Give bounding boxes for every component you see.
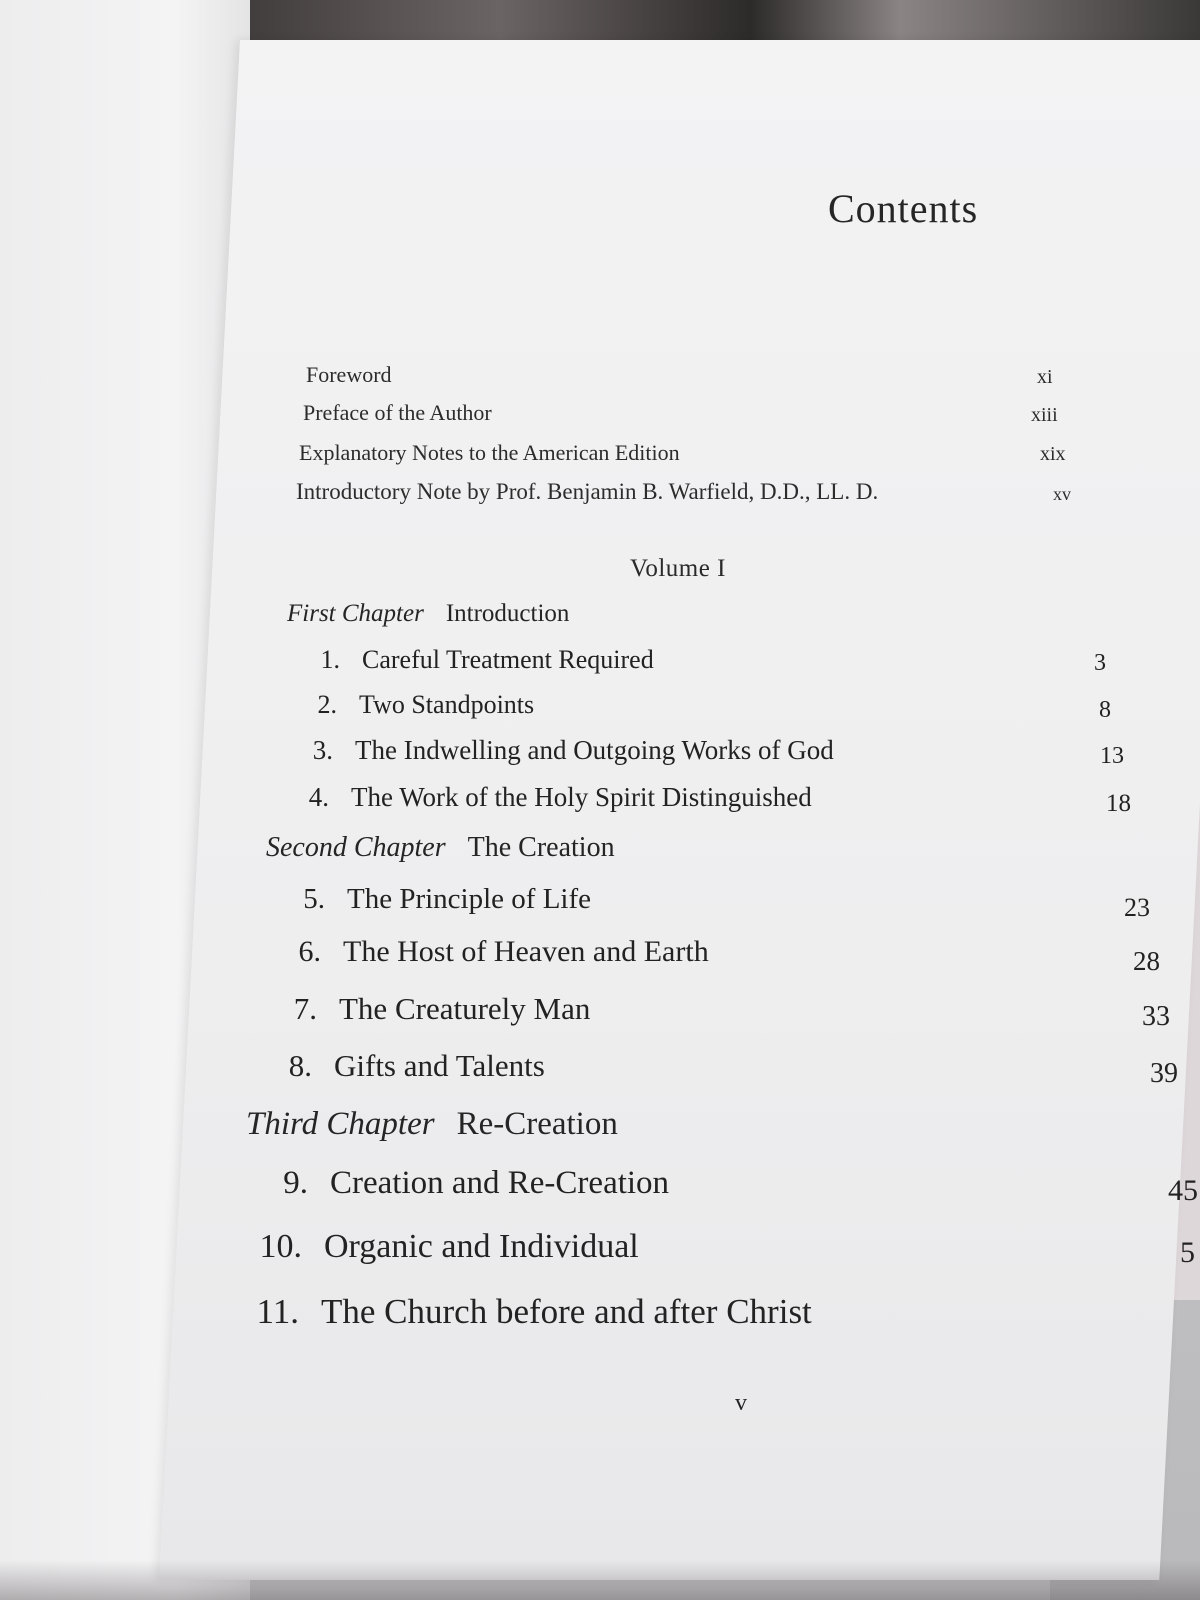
page-number: v <box>735 1390 747 1416</box>
entry-page: 39 <box>1150 1058 1178 1089</box>
chapter-title: Re-Creation <box>456 1106 618 1142</box>
toc-entry <box>307 690 534 720</box>
entry-title: The Host of Heaven and Earth <box>343 935 709 968</box>
chapter-heading <box>266 832 615 864</box>
entry-title: The Work of the Holy Spirit Distinguished <box>351 782 812 812</box>
front-matter-label: Preface of the Author <box>303 400 492 425</box>
entry-page: 3 <box>1094 650 1106 676</box>
front-matter-page: xv <box>1053 484 1071 504</box>
volume-heading: Volume I <box>630 555 726 582</box>
entry-title: The Church before and after Christ <box>321 1292 812 1331</box>
front-matter-page: xiii <box>1031 404 1058 426</box>
entry-title: The Indwelling and Outgoing Works of God <box>355 735 834 765</box>
toc-entry <box>282 1048 545 1084</box>
front-matter-page: xi <box>1037 366 1053 388</box>
chapter-label: First Chapter <box>287 600 424 627</box>
chapter-label: Second Chapter <box>266 832 446 863</box>
entry-page: 8 <box>1099 697 1111 723</box>
chapter-label: Third Chapter <box>246 1106 435 1142</box>
front-matter-label: Introductory Note by Prof. Benjamin B. Warfield, D.D., LL. D. <box>296 479 879 504</box>
toc-entry <box>250 1228 639 1266</box>
entry-title: Careful Treatment Required <box>362 645 654 674</box>
entry-title: Gifts and Talents <box>334 1048 545 1083</box>
toc-entry <box>303 735 834 766</box>
chapter-title: The Creation <box>467 832 615 863</box>
page-edge-shadow <box>0 1560 1200 1600</box>
entry-title: The Creaturely Man <box>339 991 591 1026</box>
entry-title: Organic and Individual <box>324 1228 639 1265</box>
chapter-heading <box>287 600 569 628</box>
front-matter-page: xix <box>1040 443 1066 465</box>
entry-number: 6. <box>298 935 321 968</box>
entry-number: 4. <box>308 782 329 812</box>
entry-page: 45 <box>1168 1174 1198 1207</box>
entry-page: 13 <box>1100 743 1124 769</box>
page-title: Contents <box>828 186 979 231</box>
entry-number: 10. <box>259 1228 302 1265</box>
entry-page: 23 <box>1124 893 1150 922</box>
entry-page: 5 <box>1180 1236 1195 1269</box>
entry-number: 1. <box>320 645 340 674</box>
entry-number: 11. <box>256 1292 299 1331</box>
chapter-heading <box>246 1106 618 1143</box>
entry-title: The Principle of Life <box>347 883 591 915</box>
entry-title: Creation and Re-Creation <box>330 1165 670 1201</box>
toc-entry <box>270 1165 669 1202</box>
front-matter-label: Explanatory Notes to the American Edition <box>299 440 680 465</box>
toc-entry <box>291 935 709 969</box>
entry-number: 5. <box>303 883 325 915</box>
entry-title: Two Standpoints <box>359 690 535 719</box>
entry-number: 7. <box>293 991 317 1026</box>
toc-entry <box>247 1292 812 1332</box>
entry-number: 9. <box>283 1165 308 1201</box>
entry-page: 28 <box>1133 946 1160 976</box>
toc-entry <box>295 883 591 916</box>
toc-entry <box>310 645 654 675</box>
entry-number: 8. <box>288 1048 312 1083</box>
toc-entry <box>299 782 812 813</box>
entry-number: 2. <box>317 690 337 719</box>
toc-entry <box>287 991 590 1027</box>
entry-page: 18 <box>1106 790 1131 817</box>
entry-page: 33 <box>1142 1001 1170 1032</box>
entry-number: 3. <box>312 735 333 765</box>
front-matter-label: Foreword <box>306 362 392 387</box>
chapter-title: Introduction <box>445 600 570 627</box>
